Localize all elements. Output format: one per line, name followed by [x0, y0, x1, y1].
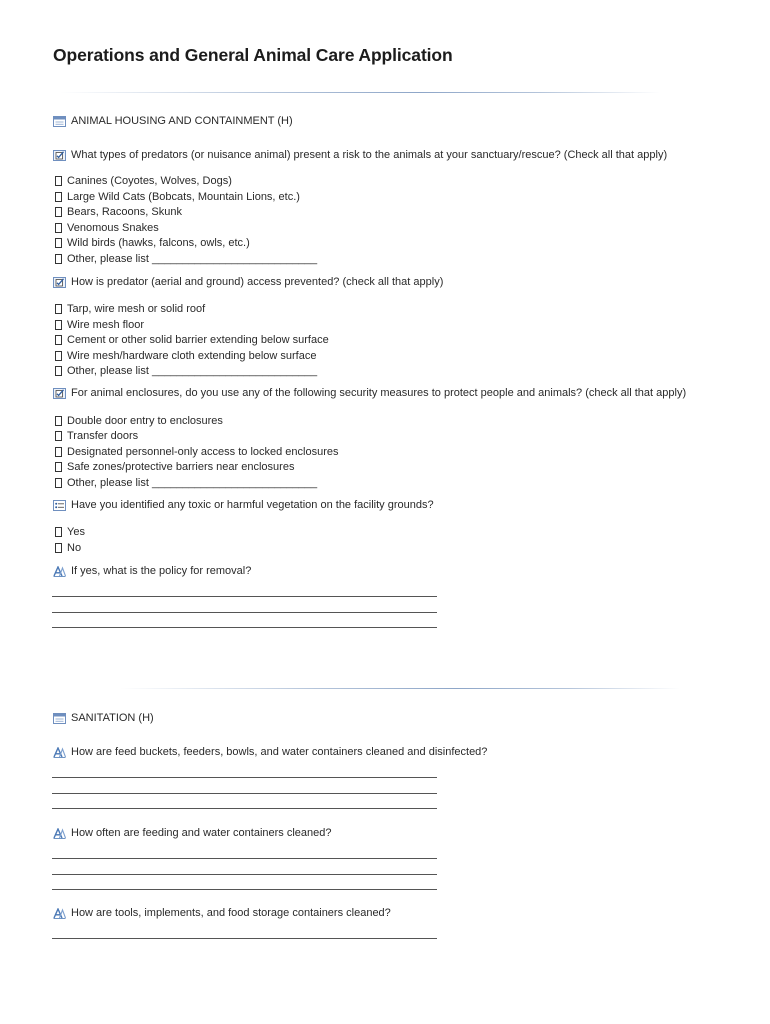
- option-label: Wild birds (hawks, falcons, owls, etc.): [67, 237, 250, 249]
- answer-line[interactable]: [52, 808, 437, 809]
- question-text: What types of predators (or nuisance animal) present a risk to the animals at your sanctuary/rescue? (Check all that apply): [71, 149, 668, 161]
- option-no[interactable]: [55, 541, 81, 555]
- answer-line[interactable]: [52, 777, 437, 778]
- section-divider: [60, 92, 660, 93]
- checkbox[interactable]: [55, 478, 62, 488]
- option-checkbox[interactable]: [55, 460, 294, 474]
- text-answer-question-icon: [53, 828, 66, 839]
- option-checkbox[interactable]: [55, 364, 317, 378]
- question-predators: [53, 148, 667, 162]
- checkbox[interactable]: [55, 335, 62, 345]
- section-heading-label: SANITATION (H): [71, 712, 154, 724]
- question-text: Have you identified any toxic or harmful vegetation on the facility grounds?: [71, 499, 434, 511]
- single-choice-question-icon: [53, 500, 66, 511]
- option-label: Bears, Racoons, Skunk: [67, 206, 182, 218]
- question-security-measures: [53, 386, 686, 400]
- option-checkbox[interactable]: [55, 414, 223, 428]
- checkbox[interactable]: [55, 320, 62, 330]
- section-heading-housing: [53, 114, 293, 128]
- section-heading-icon: [53, 116, 66, 127]
- page-title: Operations and General Animal Care Application: [53, 45, 453, 65]
- option-checkbox[interactable]: [55, 333, 329, 347]
- question-predator-access: [53, 275, 443, 289]
- checkbox[interactable]: [55, 462, 62, 472]
- option-checkbox[interactable]: [55, 318, 144, 332]
- option-label: Wire mesh/hardware cloth extending below surface: [67, 349, 317, 362]
- option-checkbox[interactable]: [55, 252, 317, 266]
- option-checkbox[interactable]: [55, 476, 317, 490]
- text-answer-question-icon: [53, 566, 66, 577]
- checkbox[interactable]: [55, 207, 62, 217]
- question-text: How often are feeding and water containers cleaned?: [71, 827, 332, 839]
- option-label: Other, please list ___________________________: [67, 252, 318, 265]
- option-checkbox[interactable]: [55, 221, 159, 235]
- option-label: Large Wild Cats (Bobcats, Mountain Lions, etc.): [67, 190, 300, 203]
- question-tools-cleaning: [53, 906, 391, 920]
- option-label: Double door entry to enclosures: [67, 414, 223, 427]
- option-label: Other, please list ___________________________: [67, 476, 318, 489]
- checkbox-question-icon: [53, 150, 66, 161]
- checkbox-question-icon: [53, 277, 66, 288]
- checkbox[interactable]: [55, 238, 62, 248]
- checkbox[interactable]: [55, 416, 62, 426]
- option-label: Transfer doors: [67, 430, 139, 442]
- checkbox[interactable]: [55, 366, 62, 376]
- checkbox[interactable]: [55, 527, 62, 537]
- answer-line[interactable]: [52, 938, 437, 939]
- option-checkbox[interactable]: [55, 205, 182, 219]
- option-checkbox[interactable]: [55, 174, 232, 188]
- checkbox[interactable]: [55, 351, 62, 361]
- option-label: Venomous Snakes: [67, 221, 159, 234]
- section-heading-label: ANIMAL HOUSING AND CONTAINMENT (H): [71, 115, 293, 127]
- question-cleaning-frequency: [53, 826, 332, 840]
- option-label: Wire mesh floor: [67, 318, 145, 331]
- section-divider: [120, 688, 680, 689]
- checkbox[interactable]: [55, 254, 62, 264]
- question-toxic-vegetation: [53, 498, 434, 512]
- option-label: No: [67, 541, 82, 554]
- question-text: How is predator (aerial and ground) access prevented? (check all that apply): [71, 276, 444, 288]
- option-label: Cement or other solid barrier extending below surface: [67, 334, 329, 346]
- section-heading-sanitation: [53, 711, 154, 725]
- option-label: Other, please list ___________________________: [67, 365, 318, 377]
- answer-line[interactable]: [52, 874, 437, 875]
- question-text: How are feed buckets, feeders, bowls, and water containers cleaned and disinfected?: [71, 746, 488, 758]
- checkbox-question-icon: [53, 388, 66, 399]
- text-answer-question-icon: [53, 747, 66, 758]
- option-checkbox[interactable]: [55, 349, 316, 363]
- option-checkbox[interactable]: [55, 190, 300, 204]
- option-label: Designated personnel-only access to locked enclosures: [67, 445, 339, 458]
- question-text: How are tools, implements, and food storage containers cleaned?: [71, 907, 391, 919]
- option-label: Tarp, wire mesh or solid roof: [67, 303, 206, 315]
- checkbox[interactable]: [55, 304, 62, 314]
- option-label: Canines (Coyotes, Wolves, Dogs): [67, 175, 232, 187]
- checkbox[interactable]: [55, 447, 62, 457]
- option-checkbox[interactable]: [55, 236, 250, 250]
- checkbox[interactable]: [55, 431, 62, 441]
- answer-line[interactable]: [52, 793, 437, 794]
- checkbox[interactable]: [55, 543, 62, 553]
- option-checkbox[interactable]: [55, 302, 205, 316]
- option-label: Yes: [67, 526, 85, 538]
- answer-line[interactable]: [52, 596, 437, 597]
- section-heading-icon: [53, 713, 66, 724]
- answer-line[interactable]: [52, 889, 437, 890]
- question-text: If yes, what is the policy for removal?: [71, 565, 252, 577]
- checkbox[interactable]: [55, 223, 62, 233]
- question-container-cleaning: [53, 745, 487, 759]
- answer-line[interactable]: [52, 858, 437, 859]
- text-answer-question-icon: [53, 908, 66, 919]
- checkbox[interactable]: [55, 192, 62, 202]
- option-checkbox[interactable]: [55, 445, 339, 459]
- option-label: Safe zones/protective barriers near enclosures: [67, 461, 295, 473]
- option-checkbox[interactable]: [55, 429, 138, 443]
- question-text: For animal enclosures, do you use any of the following security measures to protect people and animals? (check all that apply): [71, 387, 687, 399]
- option-yes[interactable]: [55, 525, 85, 539]
- answer-line[interactable]: [52, 612, 437, 613]
- answer-line[interactable]: [52, 627, 437, 628]
- question-removal-policy: [53, 564, 251, 578]
- checkbox[interactable]: [55, 176, 62, 186]
